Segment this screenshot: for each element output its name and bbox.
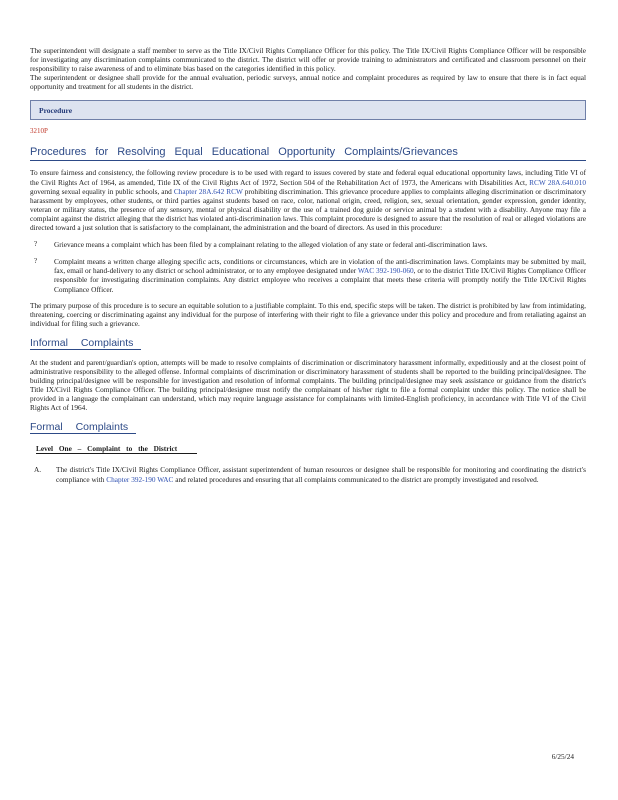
item-a-text-b: and related procedures and ensuring that all complaints communicated to the district are promptly investigated and resolved. xyxy=(173,474,539,484)
definition-complaint-text-b: , or to the district Title IX/Civil Rights Compliance Officer responsible for investigating discrimination complaints. Any district employee who receives a complaint that meets these criteria will promptly notify the Title IX/Civil Rights Compliance Officer. xyxy=(54,266,586,294)
procedure-banner-label: Procedure xyxy=(39,105,73,115)
definition-complaint-text xyxy=(54,257,586,293)
definition-complaint xyxy=(30,257,586,293)
intro-section xyxy=(30,46,586,91)
bullet-marker: ? xyxy=(34,257,38,266)
main-paragraph-text-c: prohibiting discrimination. This grievance procedure applies to complaints alleging discrimination or discriminatory harassment by employees, other students, or third parties against students based on race, color, national origin, creed, religion, sex, sexual orientation, gender expression, gender identity, veteran or military status, the presence of any sensory, mental or physical disability or the use of a trained dog guide or service animal by a student with a disability. Anyone may file a complaint against the district alleging that the district has violated anti-discrimination laws. This complaint procedure is designed to assure that the resolution of real or alleged violations are directed toward a just solution that is satisfactory to the complainant, the administration and the board of directors. As used in this procedure: xyxy=(30,186,586,233)
item-marker: A. xyxy=(34,465,42,475)
main-heading: Procedures for Resolving Equal Educational Opportunity Complaints/Grievances xyxy=(30,146,586,161)
definition-grievance-text: Grievance means a complaint which has been filed by a complainant relating to the alleged violation of any state or federal anti-discrimination laws. xyxy=(54,240,488,250)
intro-paragraph-2: The superintendent or designee shall provide for the annual evaluation, periodic surveys, annual notice and complaint procedures as required by law to ensure that there is in fact equal opportunity and treatment for all students in the district. xyxy=(30,73,586,92)
main-paragraph-text-b: governing sexual equality in public schools, and xyxy=(30,186,174,196)
procedure-banner xyxy=(30,100,586,120)
footer-date: 6/25/24 xyxy=(551,752,574,761)
informal-paragraph: At the student and parent/guardian's option, attempts will be made to resolve complaints of discrimination or discriminatory harassment informally, expeditiously and at the closest point of administrative responsibility to the alleged offense. Informal complaints of discrimination or discriminatory harassment of students shall be reported to the building principal/designee. The building principal/designee will be responsible for investigation and resolution of informal complaints. The building principal/designee may seek assistance or guidance from the district's Title IX/Civil Rights Compliance Officer. The building principal/designee must notify the complainant of his/her right to file a formal complaint under this policy. The notice shall be provided in a language the complainant can understand, which may require language assistance for complainants with limited-English proficiency, in accordance with Title VI of the Civil Rights Act of 1964. xyxy=(30,357,586,413)
item-a-text-a: The district's Title IX/Civil Rights Compliance Officer, assistant superintendent of human resources or designee shall be responsible for monitoring and coordinating the district's compliance with xyxy=(56,465,586,484)
document-page xyxy=(30,46,586,484)
wac-link[interactable]: WAC 392-190-060 xyxy=(357,266,414,276)
formal-complaints-heading: Formal Complaints xyxy=(30,421,136,434)
chapter-rcw-link[interactable]: Chapter 28A.642 RCW xyxy=(173,186,243,196)
informal-complaints-heading: Informal Complaints xyxy=(30,337,141,350)
definition-complaint-text-a: Complaint means a written charge alleging specific acts, conditions or circumstances, which are in violation of the anti-discrimination laws. Complaints may be submitted by mail, fax, email or hand-delivery to any district or school administrator, or to any employee designated under xyxy=(54,257,586,276)
level-one-heading: Level One – Complaint to the District xyxy=(36,444,197,454)
level-one-item-a-text xyxy=(56,465,586,483)
chapter-wac-link[interactable]: Chapter 392-190 WAC xyxy=(106,474,174,484)
definition-grievance xyxy=(30,240,586,249)
bullet-marker: ? xyxy=(34,240,38,249)
rcw-link[interactable]: RCW 28A.640.010 xyxy=(529,177,586,187)
main-paragraph-text-a: To ensure fairness and consistency, the following review procedure is to be used with regard to issues covered by state and federal equal educational opportunity laws, including Title VI of the Civil Rights Act of 1964, as amended, Title IX of the Civil Rights Act of 1972, Section 504 of the Rehabilitation Act of 1973, the Americans with Disabilities Act, xyxy=(30,168,586,187)
procedure-number: 3210P xyxy=(30,127,48,136)
main-paragraph xyxy=(30,168,586,232)
intro-paragraph-1: The superintendent will designate a staff member to serve as the Title IX/Civil Rights Compliance Officer for this policy. The Title IX/Civil Rights Compliance Officer will be responsible for investigating any discrimination complaints communicated to the district. The district will offer or provide training to administrators and certificated and classroom personnel on their responsibility to raise awareness of and to eliminate bias based on the categories identified in this policy. xyxy=(30,46,586,74)
purpose-paragraph: The primary purpose of this procedure is to secure an equitable solution to a justifiable complaint. To this end, specific steps will be taken. The district is prohibited by law from intimidating, threatening, coercing or discriminating against any individual for the purpose of interfering with their right to file a grievance under this policy and procedure and from retaliating against an individual for filing such a grievance. xyxy=(30,300,586,328)
level-one-item-a xyxy=(30,465,586,483)
